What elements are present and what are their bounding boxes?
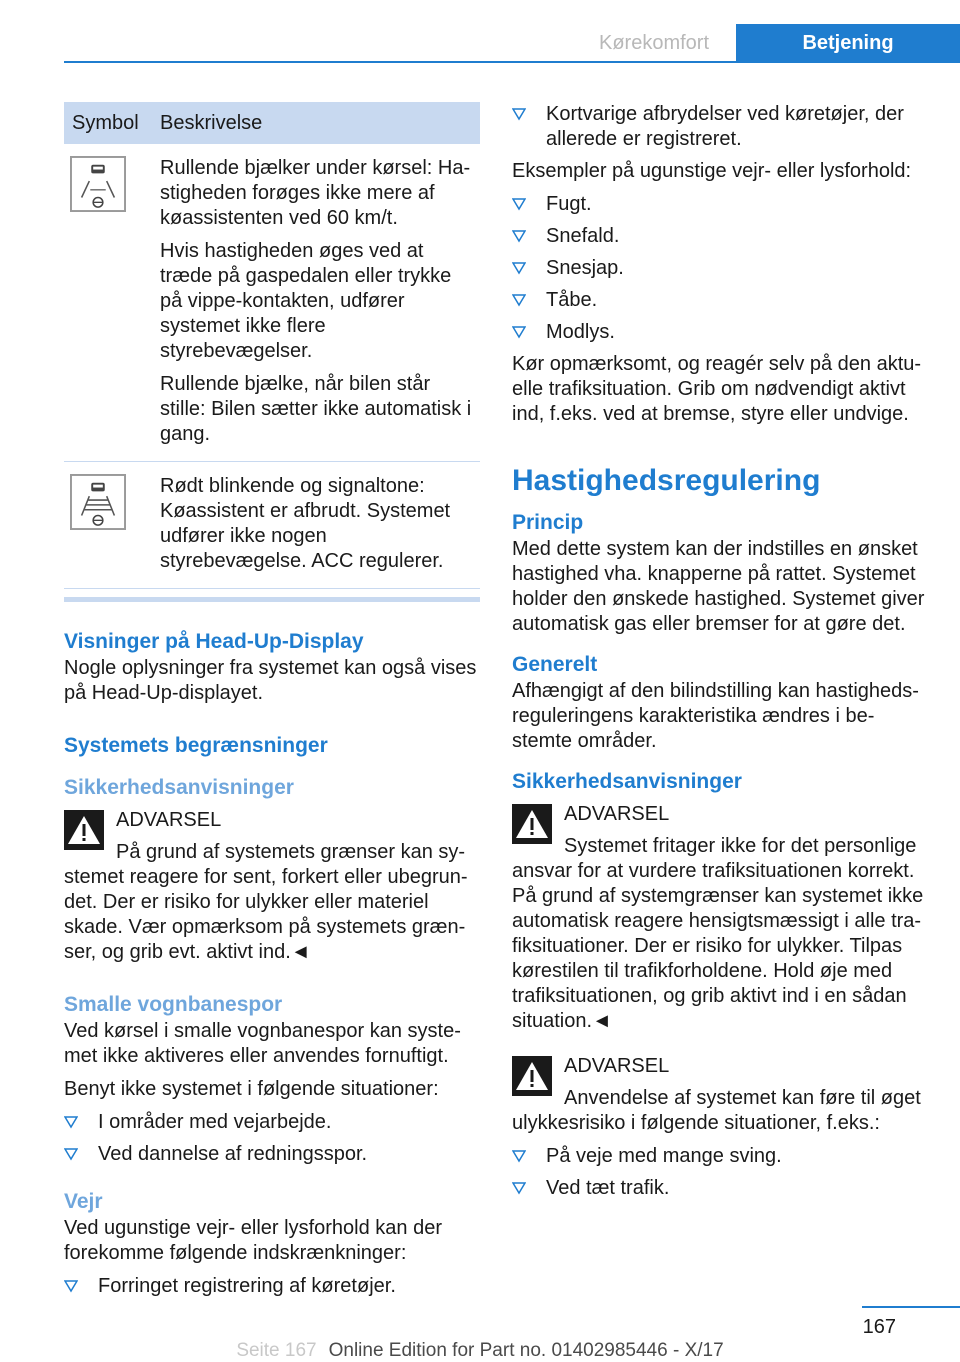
- symbol-table: [64, 102, 480, 589]
- list-item: I områder med vejarbejde.: [64, 1110, 480, 1135]
- triangle-bullet-icon: [512, 228, 526, 244]
- header-rule: [64, 61, 960, 63]
- row1-paragraph-2: Hvis hastigheden øges ved at træde på gaspedalen eller trykke på vippe-kontakten, udfører systemet ikke flere styrebevægelser.: [160, 240, 452, 362]
- warning-box-left: [64, 808, 480, 965]
- list-item: Ved tæt trafik.: [512, 1176, 928, 1201]
- lane-assist-yellow-icon: [70, 156, 126, 212]
- warning-label-right-2: ADVARSEL: [564, 1055, 670, 1077]
- warning-label-right-1: ADVARSEL: [564, 803, 670, 825]
- warning-list-right: [512, 1144, 928, 1201]
- hud-heading: Visninger på Head-Up-Display: [64, 630, 364, 653]
- principle-heading: Princip: [512, 511, 584, 534]
- tab-betjening: Betjening: [736, 24, 960, 62]
- list-item: Fugt.: [512, 192, 928, 217]
- warning-label-left: ADVARSEL: [116, 809, 222, 831]
- narrow-text: Ved kørsel i smalle vognbanespor kan syste-met ikke aktiveres eller anvendes fornuftigt.: [64, 1020, 461, 1067]
- safety-heading-right: Sikkerhedsanvisninger: [512, 770, 742, 793]
- limits-heading: Systemets begrænsninger: [64, 734, 328, 757]
- tab-korekomfort: Kørekomfort: [598, 32, 710, 54]
- weather-text: Ved ugunstige vejr- eller lysforhold kan der forekomme følgende indskrænkninger:: [64, 1217, 442, 1264]
- triangle-bullet-icon: [64, 1114, 78, 1130]
- main-heading: Hastighedsregulering: [512, 464, 821, 497]
- triangle-bullet-icon: [512, 260, 526, 276]
- triangle-bullet-icon: [512, 196, 526, 212]
- weather-list: [64, 1274, 480, 1299]
- hud-text: Nogle oplysninger fra systemet kan også vises på Head-Up-displayet.: [64, 657, 477, 704]
- examples-list: [512, 192, 928, 345]
- triangle-bullet-icon: [512, 1148, 526, 1164]
- list-item: Snefald.: [512, 224, 928, 249]
- header-tabs: [572, 24, 960, 62]
- triangle-bullet-icon: [512, 1180, 526, 1196]
- triangle-bullet-icon: [512, 324, 526, 340]
- examples-intro: Eksempler på ugunstige vejr- eller lysforhold:: [512, 160, 912, 182]
- table-header-row: [64, 102, 480, 144]
- edition-footer: [0, 1340, 960, 1362]
- general-text: Afhængigt af den bilindstilling kan hastigheds-reguleringens karakteristika ændres i be-stemte områder.: [512, 680, 919, 752]
- list-item: Tåbe.: [512, 288, 928, 313]
- right-column: [512, 102, 928, 1208]
- narrow-intro: Benyt ikke systemet i følgende situationer:: [64, 1078, 439, 1100]
- list-item: Ved dannelse af redningsspor.: [64, 1142, 480, 1167]
- weather-heading: Vejr: [64, 1190, 103, 1213]
- warning-icon: [64, 810, 104, 850]
- list-item: Kortvarige afbrydelser ved køretøjer, der allerede er registreret.: [512, 102, 928, 152]
- row2-paragraph-1: Rødt blinkende og signaltone: Køassistent er afbrudt. Systemet udfører ikke nogen styrebevægelse. ACC regulerer.: [160, 475, 451, 572]
- row1-paragraph-1: Rullende bjælker under kørsel: Ha-stigheden forøges ikke mere af køassistenten ved 60 km/t.: [160, 157, 471, 229]
- drive-text: Kør opmærksomt, og reagér selv på den aktu-elle trafiksituation. Grib om nødvendigt aktivt ind, f.eks. ved at bremse, styre eller undvige.: [512, 353, 922, 425]
- warning-text-left: På grund af systemets grænser kan sy-stemet reagere for sent, forkert eller ubegrun-det. Der er risiko for ulykker eller materiel skade. Vær opmærksom på systemets græn-ser, og grib evt. aktivt ind.◄: [64, 841, 468, 963]
- warning-text-right-1: Systemet fritager ikke for det personlige ansvar for at vurdere trafiksituationen korrekt. På grund af systemgrænser kan systemet ikke automatisk reagere hensigtsmæssigt i alle tra-fiksituationer. Der er risiko for ulykker. Tilpas kørestilen til trafikforholdene. Hold øje med trafiksituationen, og grib aktivt ind i en sådan situation.◄: [512, 835, 924, 1032]
- triangle-bullet-icon: [512, 106, 526, 122]
- triangle-bullet-icon: [512, 292, 526, 308]
- list-item: Modlys.: [512, 320, 928, 345]
- list-item: På veje med mange sving.: [512, 1144, 928, 1169]
- edition-text: Online Edition for Part no. 01402985446 - X/17: [328, 1340, 724, 1361]
- triangle-bullet-icon: [64, 1278, 78, 1294]
- warning-box-right-1: [512, 802, 928, 1034]
- list-item: Forringet registrering af køretøjer.: [64, 1274, 480, 1299]
- warning-icon: [512, 804, 552, 844]
- table-row: [64, 144, 480, 462]
- column-header-symbol: Symbol: [64, 102, 152, 144]
- principle-text: Med dette system kan der indstilles en ønsket hastighed vha. knapperne på rattet. Systemet holder den ønskede hastighed. Systemet giver automatisk gas eller bremser for at gøre det.: [512, 538, 925, 635]
- list-item: Snesjap.: [512, 256, 928, 281]
- safety-heading-left: Sikkerhedsanvisninger: [64, 776, 294, 799]
- row1-paragraph-3: Rullende bjælke, når bilen står stille: Bilen sætter ikke automatisk i gang.: [160, 373, 472, 445]
- table-row: [64, 462, 480, 589]
- general-heading: Generelt: [512, 653, 598, 676]
- left-column: [64, 102, 480, 1306]
- warning-box-right-2: [512, 1054, 928, 1136]
- narrow-heading: Smalle vognbanespor: [64, 993, 283, 1016]
- continued-list: [512, 102, 928, 152]
- triangle-bullet-icon: [64, 1146, 78, 1162]
- lane-assist-red-icon: [70, 474, 126, 530]
- warning-icon: [512, 1056, 552, 1096]
- narrow-list: [64, 1110, 480, 1167]
- watermark-text: Seite 167: [236, 1340, 317, 1361]
- warning-text-right-2: Anvendelse af systemet kan føre til øget ulykkesrisiko i følgende situationer, f.eks.:: [512, 1087, 921, 1134]
- column-header-description: Beskrivelse: [152, 102, 480, 144]
- footer-rule: [862, 1306, 960, 1308]
- page-number: 167: [862, 1316, 896, 1338]
